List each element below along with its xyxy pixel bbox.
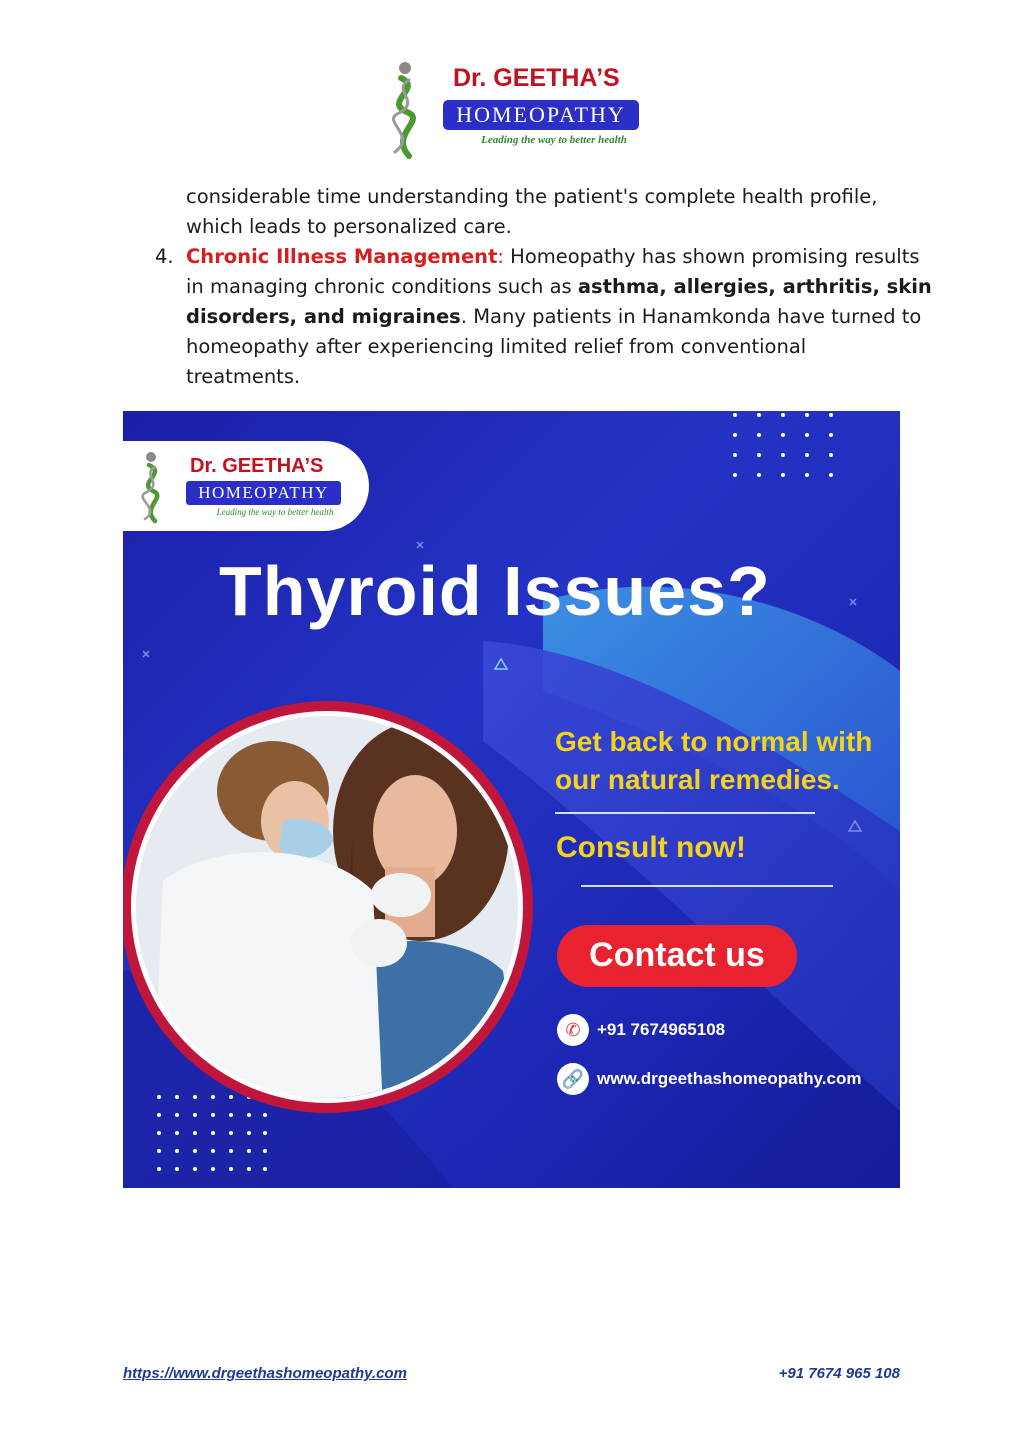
list-item-line: [186, 272, 932, 302]
link-icon: 🔗: [557, 1063, 589, 1095]
tagline-line: Get back to normal with: [555, 726, 873, 757]
header-logo: [383, 56, 645, 164]
list-item-term: Chronic Illness Management: [186, 245, 498, 268]
term-colon: :: [497, 245, 504, 268]
text-span: Homeopathy has shown promising results: [503, 245, 920, 268]
divider: [555, 812, 815, 814]
phone-icon: ✆: [557, 1014, 589, 1046]
phone-number: +91 7674965108: [597, 1020, 726, 1039]
banner-logo-card: [123, 441, 369, 531]
divider: [581, 885, 833, 887]
dna-helix-icon: [383, 56, 443, 164]
banner-headline: Thyroid Issues?: [219, 552, 771, 630]
website-url: www.drgeethashomeopathy.com: [597, 1069, 862, 1088]
banner-tagline: [555, 723, 872, 799]
logo-tagline: Leading the way to better health: [481, 134, 627, 146]
list-item-line: [186, 302, 922, 332]
footer-website-link[interactable]: https://www.drgeethashomeopathy.com: [123, 1365, 407, 1382]
list-number: 4.: [155, 245, 174, 268]
list-item-line: homeopathy after experiencing limited relief from conventional: [186, 335, 807, 358]
banner-logo-band: HOMEOPATHY: [186, 481, 341, 505]
logo-title: Dr. GEETHA’S: [453, 64, 620, 92]
banner-logo-tagline: Leading the way to better health: [216, 507, 334, 517]
bold-span: disorders, and migraines: [186, 305, 461, 328]
list-item-line: treatments.: [186, 365, 301, 388]
logo-band: HOMEOPATHY: [443, 100, 639, 130]
consult-now-text: Consult now!: [556, 831, 746, 864]
contact-us-button[interactable]: Contact us: [557, 925, 797, 987]
paragraph-line: which leads to personalized care.: [186, 215, 512, 238]
list-item-line: [186, 242, 920, 272]
text-span: . Many patients in Hanamkonda have turned to: [460, 305, 922, 328]
paragraph-line: considerable time understanding the patient's complete health profile,: [186, 185, 878, 208]
banner-logo-title: Dr. GEETHA’S: [190, 455, 324, 477]
footer-phone: +91 7674 965 108: [778, 1365, 900, 1382]
bold-span: asthma, allergies, arthritis, skin: [577, 275, 932, 298]
promo-banner: [123, 411, 900, 1188]
dna-helix-icon: [137, 449, 177, 525]
dot-grid-top: [733, 413, 833, 477]
text-span: in managing chronic conditions such as: [186, 275, 578, 298]
tagline-line: our natural remedies.: [555, 764, 840, 795]
